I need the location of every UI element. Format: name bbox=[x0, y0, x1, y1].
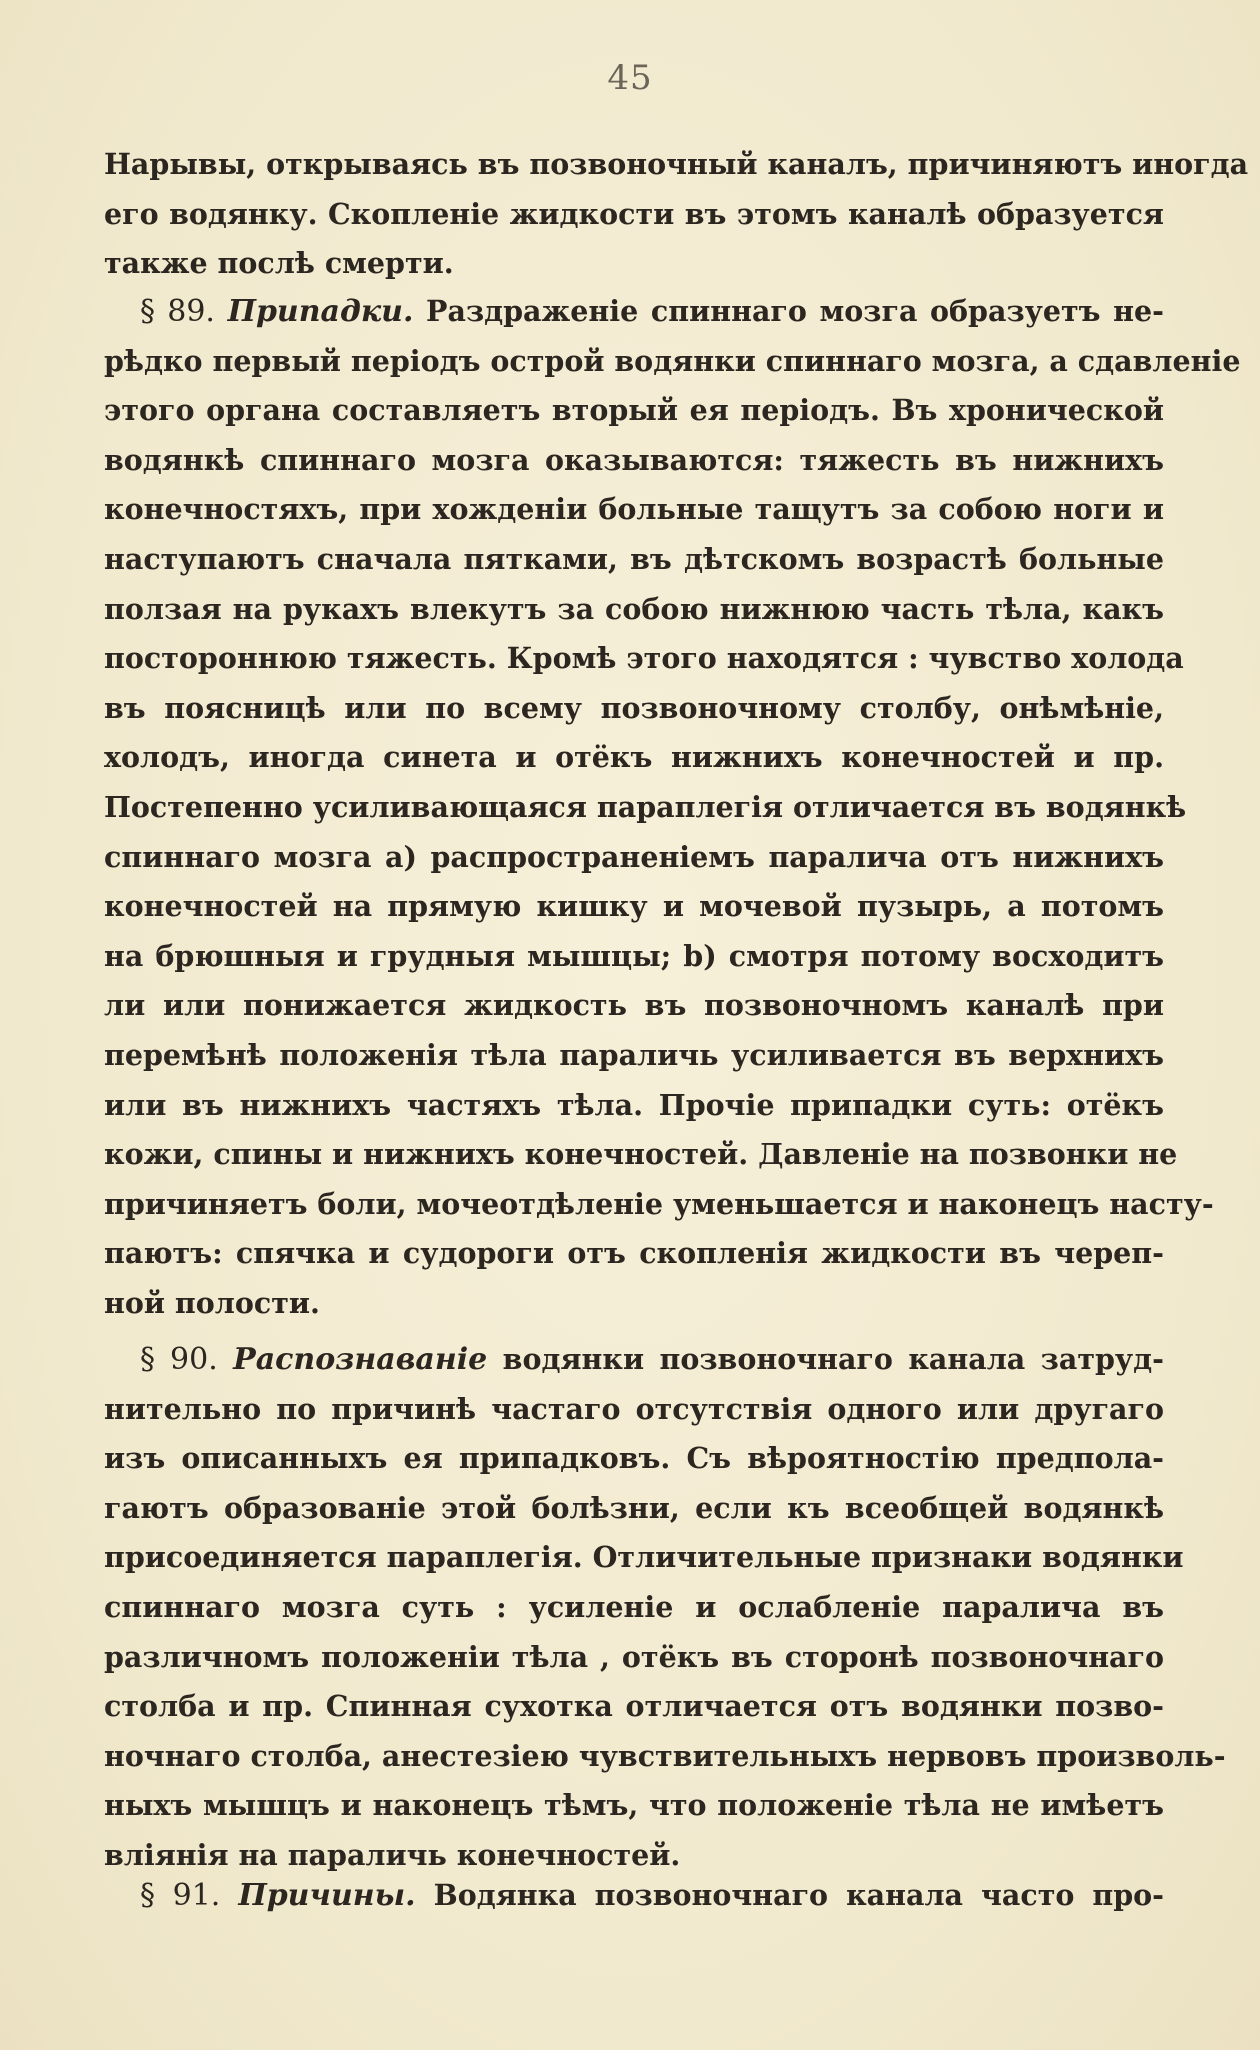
text-line: водянкѣ спиннаго мозга оказываются: тяжесть въ нижнихъ bbox=[104, 442, 1164, 477]
section-first-line-text: Раздраженіе спиннаго мозга образуетъ не- bbox=[426, 294, 1164, 328]
text-line: Нарывы, открываясь въ позвоночный каналъ, причиняютъ иногда bbox=[104, 147, 1249, 181]
text-line: ночнаго столба, анестезіею чувствительныхъ нервовъ произволь- bbox=[104, 1738, 1226, 1773]
section-title: Припадки. bbox=[227, 294, 414, 329]
section-first-line-text: водянки позвоночнаго канала затруд- bbox=[502, 1342, 1164, 1376]
text-line: рѣдко первый періодъ острой водянки спиннаго мозга, а сдавленіе bbox=[104, 343, 1241, 378]
section-heading-line bbox=[104, 287, 1164, 337]
text-line: ползая на рукахъ влекутъ за собою нижнюю часть тѣла, какъ bbox=[104, 591, 1164, 626]
text-line: кожи, спины и нижнихъ конечностей. Давленіе на позвонки не bbox=[104, 1137, 1178, 1172]
text-line: конечностей на прямую кишку и мочевой пузырь, а потомъ bbox=[104, 889, 1164, 924]
section-90 bbox=[104, 1335, 1226, 1881]
text-line: или въ нижнихъ частяхъ тѣла. Прочіе припадки суть: отёкъ bbox=[104, 1087, 1164, 1122]
section-89 bbox=[104, 287, 1241, 1328]
text-line: причиняетъ боли, мочеотдѣленіе уменьшается и наконецъ насту- bbox=[104, 1186, 1214, 1221]
section-number: § 91. bbox=[140, 1878, 221, 1913]
text-line: гаютъ образованіе этой болѣзни, если къ всеобщей водянкѣ bbox=[104, 1490, 1164, 1525]
page-number: 45 bbox=[607, 58, 653, 98]
section-title: Распознаваніе bbox=[233, 1342, 488, 1377]
section-number: § 90. bbox=[140, 1342, 218, 1377]
text-line: ныхъ мышцъ и наконецъ тѣмъ, что положеніе тѣла не имѣетъ bbox=[104, 1788, 1164, 1823]
text-line: спиннаго мозга а) распространеніемъ паралича отъ нижнихъ bbox=[104, 839, 1164, 874]
text-line: Постепенно усиливающаяся параплегія отличается въ водянкѣ bbox=[104, 789, 1187, 824]
section-first-line-text: Водянка позвоночнаго канала часто про- bbox=[433, 1878, 1164, 1912]
text-line: постороннюю тяжесть. Кромѣ этого находятся : чувство холода bbox=[104, 641, 1184, 676]
text-line: конечностяхъ, при хожденіи больные тащутъ за собою ноги и bbox=[104, 492, 1164, 527]
text-line: также послѣ смерти. bbox=[104, 246, 454, 281]
section-number: § 89. bbox=[140, 294, 215, 329]
text-line: ли или понижается жидкость въ позвоночномъ каналѣ при bbox=[104, 988, 1164, 1023]
text-line: присоединяется параплегія. Отличительные признаки водянки bbox=[104, 1540, 1184, 1575]
section-91 bbox=[104, 1871, 1164, 1921]
text-line: различномъ положеніи тѣла , отёкъ въ сторонѣ позвоночнаго bbox=[104, 1639, 1164, 1674]
section-heading-line bbox=[104, 1335, 1164, 1385]
text-line: наступаютъ сначала пятками, въ дѣтскомъ возрастѣ больные bbox=[104, 541, 1164, 576]
text-line: этого органа составляетъ вторый ея періодъ. Въ хронической bbox=[104, 393, 1164, 428]
text-line: въ поясницѣ или по всему позвоночному столбу, онѣмѣніе, bbox=[104, 690, 1164, 725]
text-line: изъ описанныхъ ея припадковъ. Съ вѣроятностію предпола- bbox=[104, 1441, 1164, 1476]
section-heading-line bbox=[104, 1871, 1164, 1921]
text-line: его водянку. Скопленіе жидкости въ этомъ каналѣ образуется bbox=[104, 196, 1164, 231]
text-line: ной полости. bbox=[104, 1285, 320, 1320]
section-title: Причины. bbox=[238, 1878, 416, 1913]
text-line: спиннаго мозга суть : усиленіе и ослабленіе паралича въ bbox=[104, 1589, 1164, 1624]
paragraph-continuation bbox=[104, 140, 1249, 289]
text-line: холодъ, иногда синета и отёкъ нижнихъ конечностей и пр. bbox=[104, 740, 1164, 775]
text-line: перемѣнѣ положенія тѣла параличь усиливается въ верхнихъ bbox=[104, 1037, 1164, 1072]
text-line: столба и пр. Спинная сухотка отличается отъ водянки позво- bbox=[104, 1689, 1164, 1724]
text-line: нительно по причинѣ частаго отсутствія одного или другаго bbox=[104, 1391, 1164, 1426]
text-line: паютъ: спячка и судороги отъ скопленія жидкости въ череп- bbox=[104, 1236, 1164, 1271]
text-line: на брюшныя и грудныя мышцы; b) смотря потому восходитъ bbox=[104, 938, 1164, 973]
text-line: вліянія на параличь конечностей. bbox=[104, 1837, 681, 1872]
